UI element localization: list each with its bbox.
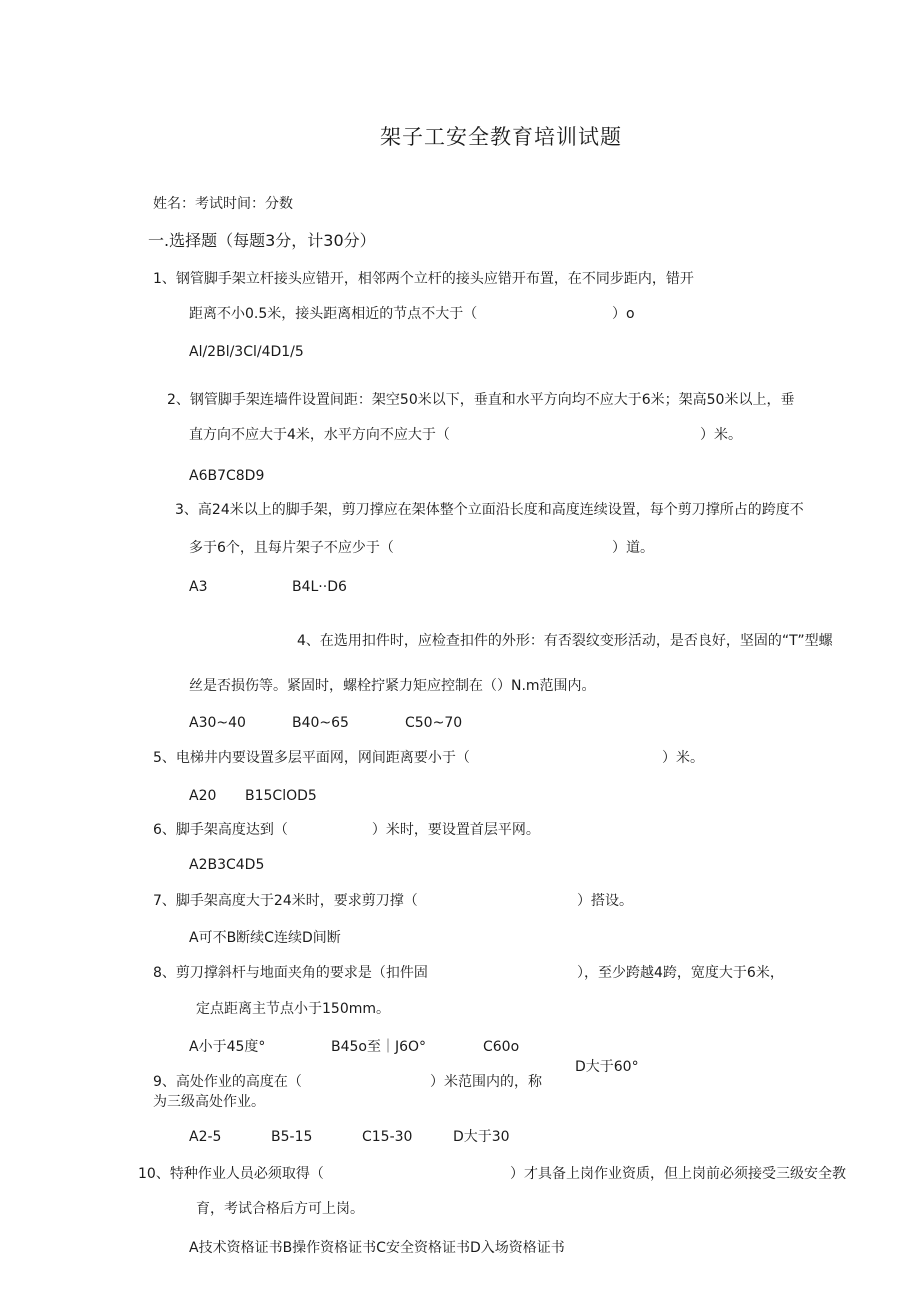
q3-line2a: 多于6个，且每片架子不应少于（ bbox=[189, 540, 394, 556]
q10-line1b: ）才具备上岗作业资质，但上岗前必须接受三级安全教 bbox=[510, 1166, 846, 1182]
q2-line1: 2、钢管脚手架连墙件设置间距：架空50米以下，垂直和水平方向均不应大于6米；架高50米以上，垂 bbox=[167, 392, 795, 408]
q3-line1: 3、高24米以上的脚手架，剪刀撑应在架体整个立面沿长度和高度连续设置，每个剪刀撑所占的跨度不 bbox=[175, 502, 804, 518]
q3-option-a: A3 bbox=[189, 579, 208, 595]
q8-line1b: ），至少跨越4跨，宽度大于6米， bbox=[577, 965, 784, 981]
q9-option-b: B5-15 bbox=[271, 1129, 313, 1145]
q5-line1b: ）米。 bbox=[662, 750, 704, 766]
q4-option-a: A30~40 bbox=[189, 715, 246, 731]
q1-line2b: ）o bbox=[612, 306, 635, 322]
q4-option-c: C50~70 bbox=[405, 715, 463, 731]
q8-option-c: C60o bbox=[483, 1039, 520, 1055]
q3-line2b: ）道。 bbox=[612, 540, 654, 556]
q9-line1b: ）米范围内的，称 bbox=[430, 1074, 542, 1090]
q2-options: A6B7C8D9 bbox=[189, 468, 265, 484]
q9-option-c: C15-30 bbox=[362, 1129, 413, 1145]
q1-line1: 1、钢管脚手架立杆接头应错开，相邻两个立杆的接头应错开布置，在不同步距内，错开 bbox=[153, 271, 694, 287]
q1-line2a: 距离不小0.5米，接头距离相近的节点不大于（ bbox=[189, 306, 478, 322]
q8-option-d: D大于60° bbox=[575, 1059, 639, 1075]
section-heading: 一.选择题（每题3分，计30分） bbox=[148, 231, 376, 250]
q2-line2b: ）米。 bbox=[700, 427, 742, 443]
q5-option-a: A20 bbox=[189, 788, 217, 804]
q9-line2: 为三级高处作业。 bbox=[153, 1094, 265, 1110]
q5-line1a: 5、电梯井内要设置多层平面网，网间距离要小于（ bbox=[153, 750, 470, 766]
q10-options: A技术资格证书B操作资格证书C安全资格证书D入场资格证书 bbox=[189, 1240, 565, 1256]
q2-line2a: 直方向不应大于4米，水平方向不应大于（ bbox=[189, 427, 450, 443]
q10-line1a: 10、特种作业人员必须取得（ bbox=[138, 1166, 324, 1182]
q6-options: A2B3C4D5 bbox=[189, 857, 265, 873]
q8-line2: 定点距离主节点小于150mm。 bbox=[196, 1001, 390, 1017]
q5-option-b: B15ClOD5 bbox=[245, 788, 317, 804]
q9-option-d: D大于30 bbox=[453, 1129, 510, 1145]
q8-option-b: B45o至｜J6O° bbox=[331, 1039, 427, 1055]
q7-line1a: 7、脚手架高度大于24米时，要求剪刀撑（ bbox=[153, 893, 418, 909]
q4-line2: 丝是否损伤等。紧固时，螺栓拧紧力矩应控制在（）N.m范围内。 bbox=[189, 678, 596, 694]
info-line: 姓名：考试时间：分数 bbox=[153, 196, 293, 212]
q8-option-a: A小于45度° bbox=[189, 1039, 266, 1055]
page-title: 架子工安全教育培训试题 bbox=[380, 125, 622, 149]
q4-line1: 4、在选用扣件时，应检查扣件的外形：有否裂纹变形活动，是否良好，坚固的“T”型螺 bbox=[297, 633, 833, 649]
q4-option-b: B40~65 bbox=[292, 715, 349, 731]
q3-option-b: B4L··D6 bbox=[292, 579, 347, 595]
q6-line1: 6、脚手架高度达到（ ）米时，要设置首层平网。 bbox=[153, 822, 540, 838]
q7-options: A可不B断续C连续D间断 bbox=[189, 930, 341, 946]
q10-line2: 育，考试合格后方可上岗。 bbox=[196, 1201, 364, 1217]
q1-options: Al/2Bl/3Cl/4D1/5 bbox=[189, 344, 304, 360]
q9-option-a: A2-5 bbox=[189, 1129, 222, 1145]
q7-line1b: ）搭设。 bbox=[577, 893, 633, 909]
q8-line1a: 8、剪刀撑斜杆与地面夹角的要求是（扣件固 bbox=[153, 965, 428, 981]
q9-line1a: 9、高处作业的高度在（ bbox=[153, 1074, 302, 1090]
